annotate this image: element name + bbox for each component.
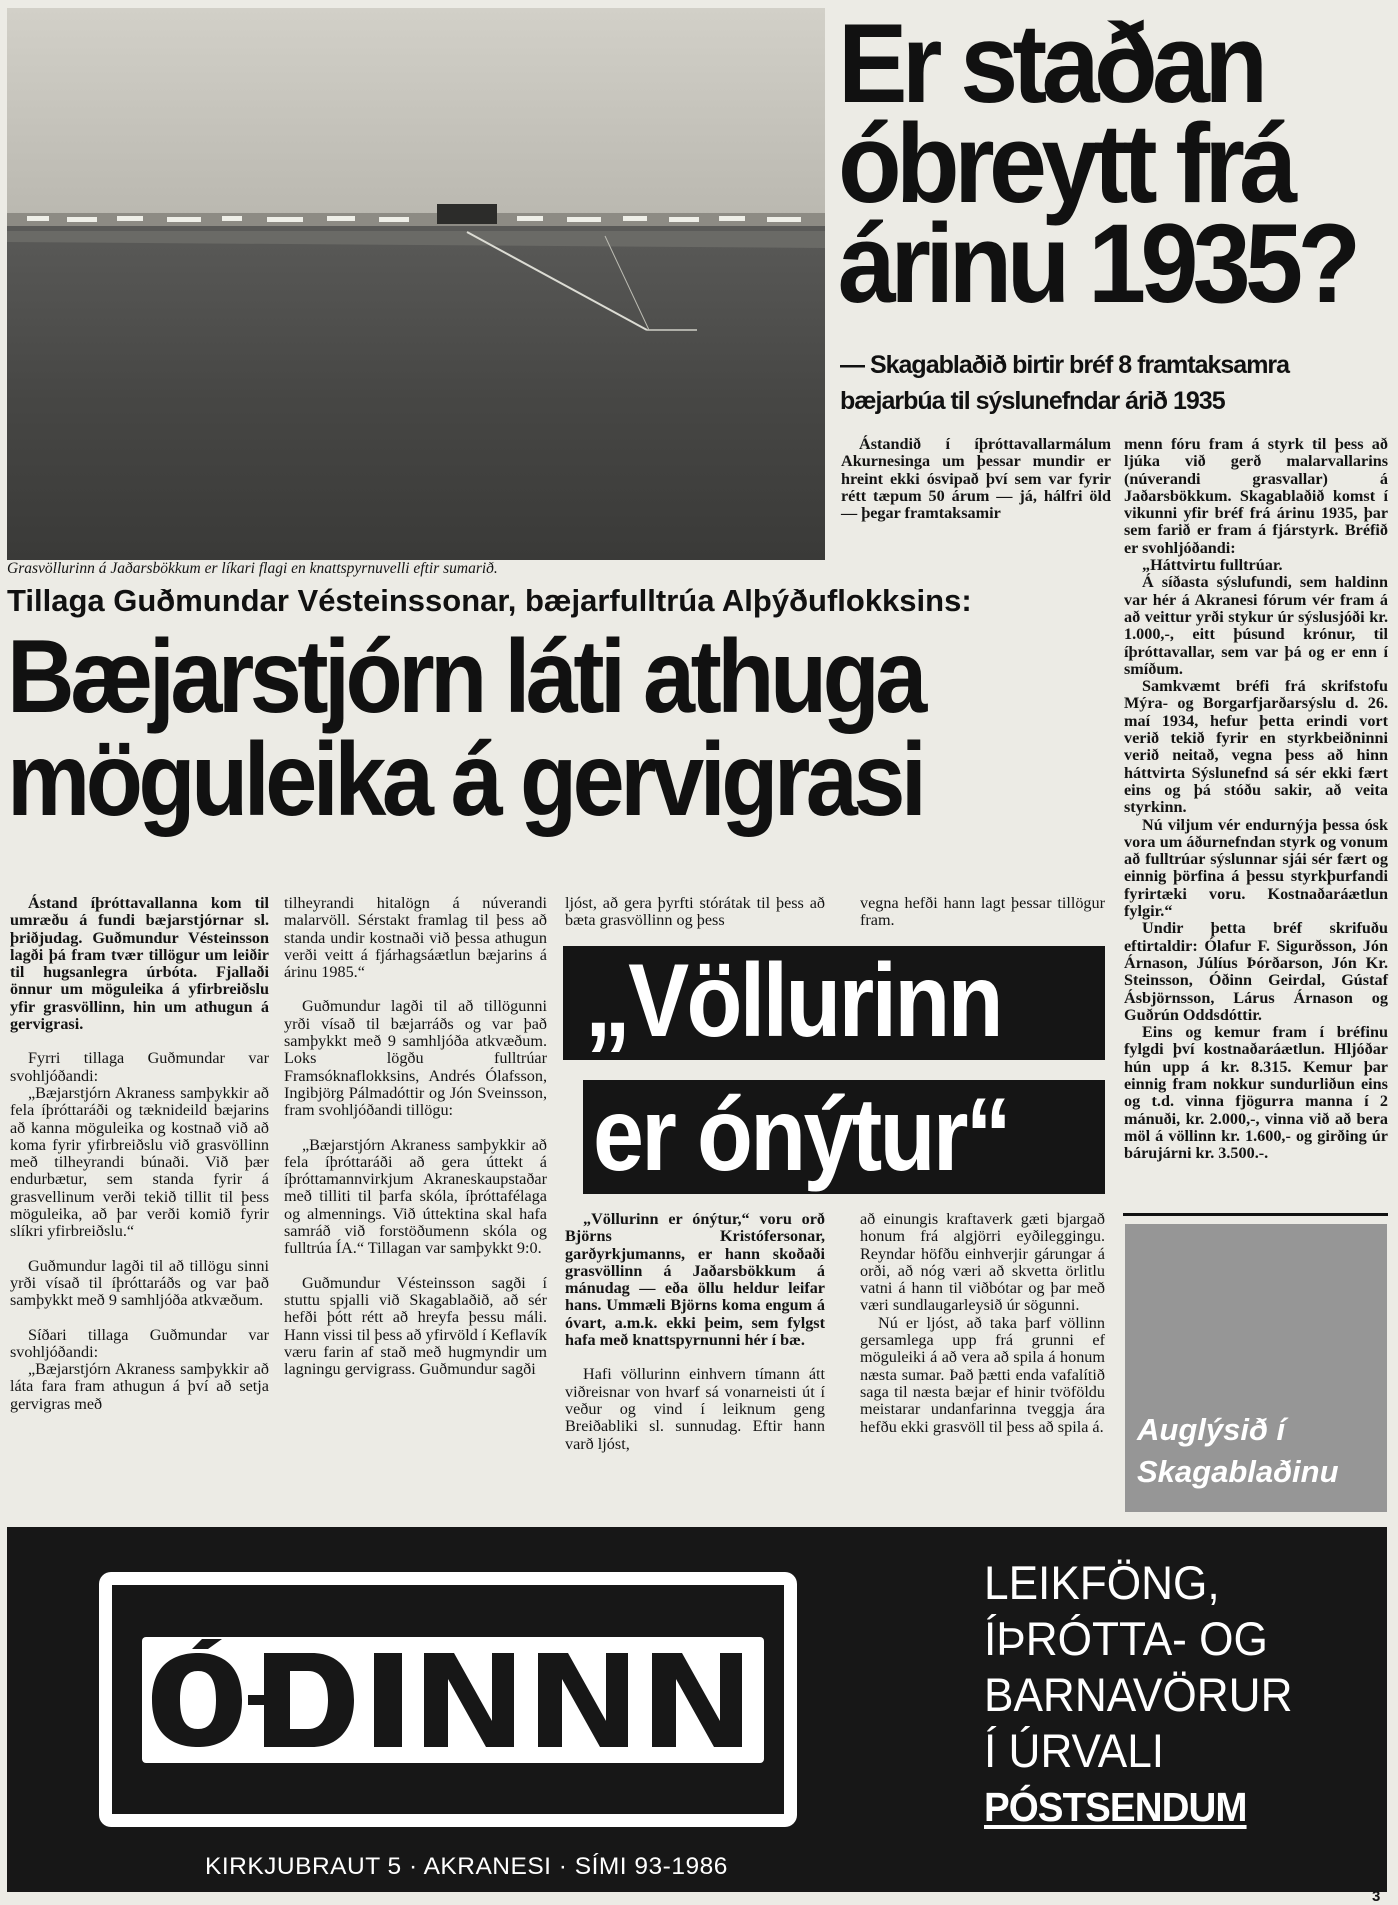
paragraph: Hafi völlurinn einhvern tímann átt viðreisnar von hvarf sá vonarneisti út í veður og vind í leiknum geng Breiðabliki sl. sunnudag. Eftir hann varð ljóst, [565,1365,825,1453]
odinn-logo-mark [142,1637,764,1763]
paragraph: Fyrri tillaga Guðmundar var svohljóðandi: [10,1049,269,1085]
odinn-logo-plate [142,1637,764,1763]
slogan-line: ÍÞRÓTTA- OG [984,1612,1268,1665]
paragraph: Ástandið í íþróttavallarmálum Akurnesinga um þessar mundir er hreint ekki ósvipað því sem var fyrir rétt tæpum 50 árum — já, hálfri öld — þegar framtaksamir [841,435,1111,523]
main-col2 [284,895,547,1378]
paragraph: ljóst, að gera þyrfti stórátak til þess að bæta grasvöllinn og þess [565,894,825,930]
odinn-banner-ad [7,1527,1387,1892]
main-col3-top [565,895,825,930]
column-rule [1123,1213,1388,1216]
paragraph: „Háttvirtu fulltrúar. [1142,556,1283,575]
paragraph: tilheyrandi hitalögn á núverandi malarvöll. Sérstakt framlag til þess að standa undir kostnaði við þessa athugun verði veitt á fjárhagsáætlun bæjarins á árinu 1985.“ [284,894,547,982]
paragraph: „Bæjarstjórn Akraness samþykkir að láta fara fram athugun á því að setja gervigras með [10,1360,269,1413]
paragraph: „Bæjarstjórn Akraness samþykkir að fela íþróttaráði og tæknideild bæjarins að kanna möguleika og kostnað við að koma fyrir yfirbreiðslu við grasvöllinn með tilheyrandi búnaði. Við þær endurbætur, sem standa fyrir á grasvellinum verði tekið tillit til þess möguleika, að þar verði komið fyrir slíkri yfirbreiðslu.“ [10,1083,269,1241]
paragraph: Eins og kemur fram í bréfinu fylgdi því kostnaðaráætlun. Hljóðar hún upp á kr. 8.315. Kemur þar einnig fram nokkur sundurliðun eins og t.d. vinna fjögurra manna í 2 mánuði, kr. 2.000,-, vinna við að bera möl á völlinn kr. 1.600,- og girðing úr bárujárni kr. 3.500.-. [1124,1023,1388,1163]
top-headline-line: árinu 1935? [838,201,1356,326]
paragraph: Guðmundur lagði til að tillögunni yrði vísað til bæjarráðs og var það samþykkt með 9 samhljóða atkvæðum. Loks lögðu fulltrúar Framsóknaflokksins, Andrés Ólafsson, Ingibjörg Pálmadóttir og Jón Sveinsson, fram svohljóðandi tillögu: [284,997,547,1120]
photo-caption: Grasvöllurinn á Jaðarsbökkum er líkari flagi en knattspyrnuvelli eftir sumarið. [7,560,498,577]
top-article-col1 [841,436,1111,522]
paragraph: að einungis kraftaverk gæti bjargað honum frá algjörri eyðileggingu. Reyndar höfðu einhverjir gárungar á orði, að nóg væri að skvetta örlitlu vatni á hann til viðbótar og þar með væri sundlaugarleysið úr sögunni. [860,1210,1105,1315]
slogan-line: BARNAVÖRUR [984,1668,1293,1721]
quote-headline-line: „Völlurinn [585,943,1001,1059]
paragraph: Guðmundur lagði til að tillögu sinni yrði vísað til íþróttaráðs og var það samþykkt með 9 samhljóða atkvæðum. [10,1256,269,1310]
main-headline-line: Bæjarstjórn láti athuga [7,619,923,735]
house-ad-line: Skagablaðinu [1137,1454,1339,1489]
paragraph: menn fóru fram á styrk til þess að ljúka við gerð malarvallarins (núverandi grasvallar) á Jaðarsbökkum. Skagablaðið komst í vikunni yfir bréf frá árinu 1935, þar sem farið er fram á fjárstyrk. Bréfið er svohljóðandi: [1124,435,1388,557]
quote-headline-line: er ónýtur“ [593,1077,1010,1193]
paragraph: Á síðasta sýslufundi, sem haldinn var hér á Akranesi fórum vér fram á að veittur yrði stykur úr sýslusjóði kr. 1.000,-, eitt þúsund krónur, til íþróttavallar, sem var þá og er enn í smíðum. [1124,573,1388,678]
page-number: 3 [1372,1888,1381,1905]
paragraph: Guðmundur Vésteinsson sagði í stuttu spjalli við Skagablaðið, að sér hefði þótt rétt að hreyfa þessu máli. Hann vissi til þess að yfirvöld í Keflavík væru farin af stað með hugmyndir um lagningu gervigrass. Guðmundur sagði [284,1273,548,1379]
quote-headline-box [583,1077,1105,1194]
top-headline-line: Er staðan [838,1,1263,126]
house-ad-text [1137,1409,1387,1493]
paragraph: Samkvæmt bréfi frá skrifstofu Mýra- og Borgarfjarðarsýslu d. 26. maí 1934, hefur þetta erindi vort verið tekið fyrir en styrkbeiðninni verið neitað, vegna þess að hinn háttvirta Sýslunefnd sá sér ekki fært eins og þá stóðu sakir, að veita styrkinn. [1124,677,1388,817]
slogan-line: Í ÚRVALI [984,1724,1165,1777]
main-kicker: Tillaga Guðmundar Vésteinssonar, bæjarfulltrúa Alþýðuflokksins: [7,583,972,618]
send-label: PÓSTSENDUM [984,1784,1247,1830]
lead-paragraph: „Völlurinn er ónýtur,“ voru orð Björns Kristófersonar, garðyrkjumanns, er hann skoðaði grasvöllinn á Jaðarsbökkum á mánudag — eða öllu heldur leifar hans. Ummæli Björns koma engum á óvart, a.m.k. ekki þeim, sem fylgst hafa með knattspyrnunni hér í bæ. [565,1210,825,1350]
top-headline-line: óbreytt frá [838,101,1292,226]
house-ad-line: Auglýsið í [1137,1412,1286,1447]
house-ad [1125,1224,1387,1512]
odinn-logo [99,1572,797,1827]
field-photo [7,8,825,560]
store-address: KIRKJUBRAUT 5 · AKRANESI · SÍMI 93-1986 [205,1853,728,1880]
banner-slogan [984,1555,1360,1835]
paragraph: Undir þetta bréf skrifuðu eftirtaldir: Ólafur F. Sigurðsson, Jón Árnason, Júlíus Þórðarson, Jón Kr. Steinsson, Óðinn Geirdal, Gústaf Ásbjörnsson, Lárus Árnason og Guðrún Oddsdóttir. [1124,919,1388,1024]
top-headline [838,1,1356,326]
paragraph: Nú er ljóst, að taka þarf völlinn gersamlega upp frá grunni ef möguleiki á að vera að spila á honum næsta sumar. Það þætti enda vafalítið saga til næsta bæjar ef hinir tvöföldu meistarar undanfarinna tveggja ára hefðu ekki grasvöll til þess að spila á. [860,1313,1105,1436]
main-headline [7,619,997,838]
main-headline-line: möguleika á gervigrasi [7,722,923,838]
quote-col1 [565,1211,825,1453]
paragraph: „Bæjarstjórn Akraness samþykkir að fela íþróttaráði að gera úttekt á íþróttamannvirkjum Akraneskaupstaðar með tilliti til þarfa skóla, íþróttafélaga og almennings. Við úttektina skal hafa samráð við forstöðumenn skóla og fulltrúa ÍA.“ Tillagan var samþykkt 9:0. [284,1135,547,1258]
lead-paragraph: Ástand íþróttavallanna kom til umræðu á fundi bæjarstjórnar sl. þriðjudag. Guðmundur Vésteinsson lagði þá fram tvær tillögur um leiðir til hugsanlegra úrbóta. Fjallaði önnur um möguleika á yfirbreiðslu yfir grasvöllinn, hin um athugun á gervigrasi. [10,894,269,1034]
top-subhead: — Skagablaðið birtir bréf 8 framtaksamra bæjarbúa til sýslunefndar árið 1935 [840,351,1290,415]
main-col4-top [860,895,1105,930]
quote-col2 [860,1211,1105,1436]
quote-headline-box [563,943,1105,1060]
paragraph: Síðari tillaga Guðmundar var svohljóðandi: [10,1325,269,1361]
top-article-col2 [1124,436,1388,1162]
main-col1 [10,895,269,1413]
paragraph: Nú viljum vér endurnýja þessa ósk vora um áðurnefndan styrk og vonum að fulltrúar sýslunnar sjái sér fært og einnig þörfina á þessu styrkþurfandi fyrirtæki voru. Kostnaðaráætlun fylgir.“ [1124,815,1388,921]
paragraph: vegna hefði hann lagt þessar tillögur fram. [860,894,1105,930]
slogan-line: LEIKFÖNG, [984,1556,1220,1609]
